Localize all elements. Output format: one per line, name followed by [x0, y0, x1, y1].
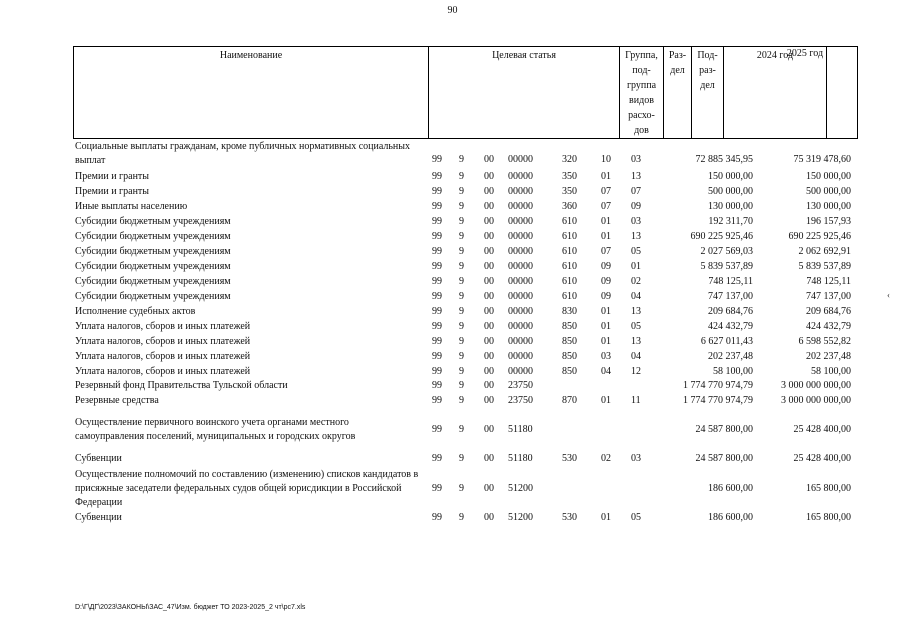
table-row	[75, 215, 860, 229]
row-value-2025: 25 428 400,00	[793, 453, 851, 464]
row-name: Премии и гранты	[75, 171, 150, 182]
row-code-d: 00000	[508, 351, 533, 362]
row-group: 850	[562, 321, 577, 332]
row-code-d: 00000	[508, 246, 533, 257]
row-name: Субсидии бюджетным учреждениям	[75, 291, 231, 302]
table-row	[75, 320, 860, 334]
row-value-2024: 130 000,00	[708, 201, 753, 212]
row-code-a: 99	[432, 171, 442, 182]
row-name: Исполнение судебных актов	[75, 306, 196, 317]
table-row	[75, 275, 860, 289]
row-section: 01	[601, 512, 611, 523]
row-code-a: 99	[432, 291, 442, 302]
row-value-2024: 186 600,00	[708, 512, 753, 523]
row-code-c: 00	[484, 306, 494, 317]
row-group: 850	[562, 366, 577, 377]
row-section: 10	[601, 154, 611, 165]
row-value-2024: 2 027 569,03	[700, 246, 753, 257]
table-row	[75, 290, 860, 304]
row-code-c: 00	[484, 186, 494, 197]
row-code-a: 99	[432, 395, 442, 406]
row-name: Уплата налогов, сборов и иных платежей	[75, 336, 251, 347]
header-subsection: Под- раз- дел	[692, 47, 724, 138]
row-code-b: 9	[459, 321, 464, 332]
row-subsection: 04	[631, 351, 641, 362]
row-code-a: 99	[432, 276, 442, 287]
row-group: 610	[562, 216, 577, 227]
row-group: 850	[562, 351, 577, 362]
row-group: 610	[562, 291, 577, 302]
row-code-a: 99	[432, 201, 442, 212]
row-section: 01	[601, 231, 611, 242]
row-code-c: 00	[484, 336, 494, 347]
row-code-a: 99	[432, 231, 442, 242]
row-group: 610	[562, 261, 577, 272]
row-group: 610	[562, 276, 577, 287]
row-value-2024: 192 311,70	[708, 216, 753, 227]
row-code-a: 99	[432, 306, 442, 317]
table-row	[75, 452, 860, 466]
row-code-b: 9	[459, 276, 464, 287]
row-value-2025: 6 598 552,82	[798, 336, 851, 347]
row-section: 04	[601, 366, 611, 377]
header-group: Группа, под- группа видов расхо- дов	[620, 47, 664, 138]
table-row	[75, 185, 860, 199]
row-subsection: 12	[631, 366, 641, 377]
row-code-b: 9	[459, 336, 464, 347]
row-group: 850	[562, 336, 577, 347]
table-row	[75, 305, 860, 319]
row-subsection: 02	[631, 276, 641, 287]
row-code-d: 00000	[508, 276, 533, 287]
row-value-2025: 202 237,48	[806, 351, 851, 362]
row-code-d: 51180	[508, 453, 533, 464]
row-code-a: 99	[432, 380, 442, 391]
row-section: 01	[601, 171, 611, 182]
row-name: Субсидии бюджетным учреждениям	[75, 231, 231, 242]
row-section: 07	[601, 246, 611, 257]
row-subsection: 03	[631, 216, 641, 227]
row-code-a: 99	[432, 261, 442, 272]
row-value-2024: 150 000,00	[708, 171, 753, 182]
row-value-2025: 25 428 400,00	[793, 424, 851, 435]
row-code-d: 00000	[508, 231, 533, 242]
row-group: 350	[562, 186, 577, 197]
row-code-c: 00	[484, 154, 494, 165]
row-code-d: 00000	[508, 291, 533, 302]
row-value-2025: 748 125,11	[806, 276, 851, 287]
row-code-c: 00	[484, 321, 494, 332]
row-code-d: 00000	[508, 366, 533, 377]
row-value-2025: 3 000 000 000,00	[781, 380, 851, 391]
header-2025: 2025 год	[786, 48, 824, 59]
row-code-c: 00	[484, 453, 494, 464]
row-name: Осуществление первичного воинского учета органами местного самоуправления поселений, муниципальных и городских округов	[75, 417, 356, 442]
row-value-2025: 5 839 537,89	[798, 261, 851, 272]
row-code-d: 23750	[508, 380, 533, 391]
table-row	[75, 230, 860, 244]
row-value-2025: 58 100,00	[811, 366, 851, 377]
row-subsection: 13	[631, 336, 641, 347]
row-code-d: 00000	[508, 261, 533, 272]
row-code-c: 00	[484, 231, 494, 242]
row-code-d: 51200	[508, 483, 533, 494]
row-code-a: 99	[432, 216, 442, 227]
row-name: Уплата налогов, сборов и иных платежей	[75, 351, 251, 362]
row-code-a: 99	[432, 512, 442, 523]
row-name: Уплата налогов, сборов и иных платежей	[75, 321, 251, 332]
row-code-d: 00000	[508, 216, 533, 227]
row-value-2025: 747 137,00	[806, 291, 851, 302]
row-code-b: 9	[459, 306, 464, 317]
row-group: 870	[562, 395, 577, 406]
row-subsection: 07	[631, 186, 641, 197]
row-section: 09	[601, 261, 611, 272]
table-row	[75, 335, 860, 349]
row-code-d: 00000	[508, 154, 533, 165]
row-code-b: 9	[459, 261, 464, 272]
row-value-2024: 24 587 800,00	[695, 424, 753, 435]
row-name: Резервные средства	[75, 395, 159, 406]
row-subsection: 13	[631, 306, 641, 317]
row-value-2024: 6 627 011,43	[700, 336, 753, 347]
row-subsection: 01	[631, 261, 641, 272]
row-section: 01	[601, 216, 611, 227]
row-value-2024: 186 600,00	[708, 483, 753, 494]
row-value-2024: 58 100,00	[713, 366, 753, 377]
row-code-b: 9	[459, 395, 464, 406]
row-value-2025: 424 432,79	[806, 321, 851, 332]
table-header	[73, 46, 858, 139]
row-value-2025: 690 225 925,46	[788, 231, 851, 242]
row-value-2025: 130 000,00	[806, 201, 851, 212]
row-code-a: 99	[432, 246, 442, 257]
row-name: Субсидии бюджетным учреждениям	[75, 216, 231, 227]
row-code-b: 9	[459, 154, 464, 165]
row-value-2024: 748 125,11	[708, 276, 753, 287]
row-value-2025: 165 800,00	[806, 483, 851, 494]
row-value-2024: 1 774 770 974,79	[683, 380, 753, 391]
row-subsection: 05	[631, 246, 641, 257]
row-name: Субвенции	[75, 453, 122, 464]
row-name: Субсидии бюджетным учреждениям	[75, 246, 231, 257]
row-group: 610	[562, 231, 577, 242]
row-code-c: 00	[484, 512, 494, 523]
row-subsection: 11	[631, 395, 641, 406]
table-row	[75, 200, 860, 214]
header-2025-cell	[753, 46, 858, 139]
row-code-a: 99	[432, 424, 442, 435]
row-value-2025: 3 000 000 000,00	[781, 395, 851, 406]
row-name: Осуществление полномочий по составлению (изменению) списков кандидатов в присяжные заседатели федеральных судов общей юрисдикции в Российской Федерации	[75, 469, 419, 508]
row-group: 830	[562, 306, 577, 317]
row-section: 01	[601, 336, 611, 347]
row-value-2024: 690 225 925,46	[690, 231, 753, 242]
table-row	[75, 170, 860, 184]
row-code-c: 00	[484, 366, 494, 377]
row-code-c: 00	[484, 261, 494, 272]
row-group: 530	[562, 453, 577, 464]
row-value-2024: 24 587 800,00	[695, 453, 753, 464]
row-subsection: 03	[631, 453, 641, 464]
row-name: Премии и гранты	[75, 186, 150, 197]
row-code-b: 9	[459, 351, 464, 362]
row-code-c: 00	[484, 395, 494, 406]
row-subsection: 13	[631, 231, 641, 242]
row-code-c: 00	[484, 276, 494, 287]
row-subsection: 05	[631, 321, 641, 332]
row-code-c: 00	[484, 483, 494, 494]
row-value-2024: 500 000,00	[708, 186, 753, 197]
row-code-b: 9	[459, 453, 464, 464]
table-row	[75, 394, 860, 408]
row-value-2025: 150 000,00	[806, 171, 851, 182]
header-target-article: Целевая статья	[429, 47, 620, 138]
table-row	[75, 511, 860, 525]
row-code-a: 99	[432, 483, 442, 494]
row-section: 01	[601, 395, 611, 406]
row-code-a: 99	[432, 453, 442, 464]
row-code-c: 00	[484, 246, 494, 257]
row-section: 07	[601, 201, 611, 212]
row-value-2025: 75 319 478,60	[793, 154, 851, 165]
header-section: Раз- дел	[664, 47, 692, 138]
row-code-c: 00	[484, 380, 494, 391]
row-value-2024: 202 237,48	[708, 351, 753, 362]
row-subsection: 05	[631, 512, 641, 523]
row-code-c: 00	[484, 171, 494, 182]
row-value-2025: 165 800,00	[806, 512, 851, 523]
row-group: 360	[562, 201, 577, 212]
row-code-b: 9	[459, 380, 464, 391]
row-code-b: 9	[459, 231, 464, 242]
row-value-2024: 72 885 345,95	[695, 154, 753, 165]
row-code-b: 9	[459, 291, 464, 302]
row-code-c: 00	[484, 201, 494, 212]
header-name: Наименование	[74, 47, 429, 138]
row-code-a: 99	[432, 351, 442, 362]
row-value-2025: 196 157,93	[806, 216, 851, 227]
row-code-d: 00000	[508, 321, 533, 332]
page-number: 90	[447, 5, 458, 16]
row-section: 03	[601, 351, 611, 362]
row-subsection: 09	[631, 201, 641, 212]
row-code-d: 51200	[508, 512, 533, 523]
row-section: 02	[601, 453, 611, 464]
row-code-a: 99	[432, 336, 442, 347]
table-row	[75, 140, 860, 168]
row-section: 01	[601, 321, 611, 332]
row-code-b: 9	[459, 186, 464, 197]
row-code-d: 00000	[508, 201, 533, 212]
row-code-d: 00000	[508, 186, 533, 197]
row-code-c: 00	[484, 351, 494, 362]
row-group: 530	[562, 512, 577, 523]
row-value-2025: 209 684,76	[806, 306, 851, 317]
row-subsection: 04	[631, 291, 641, 302]
row-code-b: 9	[459, 201, 464, 212]
row-code-c: 00	[484, 291, 494, 302]
row-section: 01	[601, 306, 611, 317]
table-row	[75, 245, 860, 259]
scan-mark: ‹	[887, 290, 890, 300]
footer-file-path: D:\Г\ДГ\2023\ЗАКОНЫ\ЗАС_47\Изм. бюджет ТО 2023-2025_2 чт\рс7.xls	[75, 604, 306, 611]
table-row	[75, 260, 860, 274]
row-name: Резервный фонд Правительства Тульской области	[75, 380, 288, 391]
row-section: 09	[601, 276, 611, 287]
row-code-b: 9	[459, 216, 464, 227]
row-group: 320	[562, 154, 577, 165]
row-name: Субвенции	[75, 512, 122, 523]
row-code-a: 99	[432, 366, 442, 377]
row-code-d: 23750	[508, 395, 533, 406]
row-name: Субсидии бюджетным учреждениям	[75, 276, 231, 287]
row-code-a: 99	[432, 321, 442, 332]
table-row	[75, 416, 860, 444]
row-code-b: 9	[459, 246, 464, 257]
row-section: 07	[601, 186, 611, 197]
row-value-2024: 209 684,76	[708, 306, 753, 317]
row-code-a: 99	[432, 186, 442, 197]
row-group: 350	[562, 171, 577, 182]
header-2024: 2024 год	[724, 47, 827, 138]
row-value-2024: 424 432,79	[708, 321, 753, 332]
table-row	[75, 468, 860, 510]
row-code-b: 9	[459, 512, 464, 523]
row-code-b: 9	[459, 366, 464, 377]
row-name: Уплата налогов, сборов и иных платежей	[75, 366, 251, 377]
table-row	[75, 365, 860, 379]
row-name: Субсидии бюджетным учреждениям	[75, 261, 231, 272]
row-value-2025: 2 062 692,91	[798, 246, 851, 257]
row-code-c: 00	[484, 424, 494, 435]
row-group: 610	[562, 246, 577, 257]
row-value-2024: 1 774 770 974,79	[683, 395, 753, 406]
row-value-2024: 747 137,00	[708, 291, 753, 302]
row-section: 09	[601, 291, 611, 302]
row-code-d: 00000	[508, 336, 533, 347]
row-name: Иные выплаты населению	[75, 201, 188, 212]
row-code-d: 00000	[508, 306, 533, 317]
row-code-b: 9	[459, 483, 464, 494]
table-row	[75, 350, 860, 364]
row-subsection: 13	[631, 171, 641, 182]
row-code-d: 00000	[508, 171, 533, 182]
row-code-a: 99	[432, 154, 442, 165]
row-code-b: 9	[459, 424, 464, 435]
row-value-2024: 5 839 537,89	[700, 261, 753, 272]
row-subsection: 03	[631, 154, 641, 165]
row-value-2025: 500 000,00	[806, 186, 851, 197]
row-name: Социальные выплаты гражданам, кроме публичных нормативных социальных выплат	[75, 141, 410, 166]
table-row	[75, 379, 860, 393]
row-code-d: 51180	[508, 424, 533, 435]
row-code-c: 00	[484, 216, 494, 227]
row-code-b: 9	[459, 171, 464, 182]
